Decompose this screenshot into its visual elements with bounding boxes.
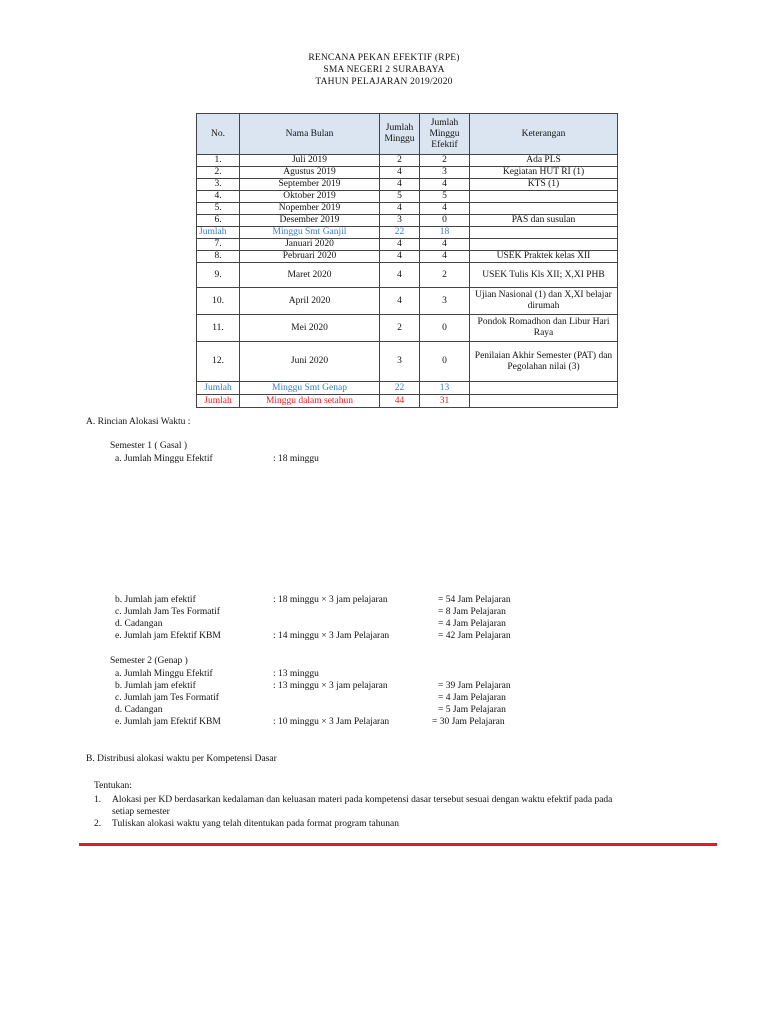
cell-no: 7. (197, 239, 240, 251)
table-row (197, 215, 618, 227)
cell-efektif: 4 (420, 203, 470, 215)
table-row (197, 203, 618, 215)
cell-keterangan: Ujian Nasional (1) dan X,XI belajar dirumah (470, 288, 618, 315)
col-header-keterangan: Keterangan (470, 114, 618, 155)
sem1-e-calc: : 14 minggu × 3 Jam Pelajaran (273, 631, 390, 641)
item-1-text-cont: setiap semester (112, 807, 170, 817)
cell-bulan: Agustus 2019 (240, 167, 380, 179)
section-a-title: A. Rincian Alokasi Waktu : (86, 417, 191, 427)
table-row (197, 191, 618, 203)
cell-keterangan: KTS (1) (470, 179, 618, 191)
sem1-e-label: e. Jumlah jam Efektif KBM (115, 631, 221, 641)
red-divider (79, 843, 717, 846)
cell-bulan: Maret 2020 (240, 263, 380, 288)
rpe-table (196, 113, 618, 408)
cell-bulan: Minggu Smt Ganjil (240, 227, 380, 239)
cell-minggu: 22 (380, 227, 420, 239)
cell-no: Jumlah (197, 227, 240, 239)
cell-bulan: April 2020 (240, 288, 380, 315)
sem2-d-label: d. Cadangan (115, 705, 163, 715)
cell-keterangan (470, 191, 618, 203)
cell-no: 12. (197, 342, 240, 382)
cell-keterangan: Penilaian Akhir Semester (PAT) dan Pegolahan nilai (3) (470, 342, 618, 382)
cell-bulan: September 2019 (240, 179, 380, 191)
cell-keterangan: Ada PLS (470, 155, 618, 167)
cell-no: Jumlah (197, 382, 240, 395)
sem2-e-result: = 30 Jam Pelajaran (432, 717, 505, 727)
tentukan-label: Tentukan: (94, 781, 132, 791)
col-header-bulan: Nama Bulan (240, 114, 380, 155)
cell-minggu: 3 (380, 342, 420, 382)
semester-1-heading: Semester 1 ( Gasal ) (110, 441, 188, 451)
cell-minggu: 3 (380, 215, 420, 227)
cell-no: 10. (197, 288, 240, 315)
sem2-e-calc: : 10 minggu × 3 Jam Pelajaran (273, 717, 390, 727)
section-b-title: B. Distribusi alokasi waktu per Kompetensi Dasar (86, 754, 277, 764)
cell-no: 1. (197, 155, 240, 167)
cell-minggu: 4 (380, 263, 420, 288)
table-row (197, 263, 618, 288)
table-row (197, 179, 618, 191)
cell-keterangan (470, 239, 618, 251)
cell-efektif: 2 (420, 155, 470, 167)
cell-no: 2. (197, 167, 240, 179)
cell-minggu: 4 (380, 203, 420, 215)
cell-minggu: 5 (380, 191, 420, 203)
sem1-c-result: = 8 Jam Pelajaran (438, 607, 506, 617)
cell-no: 4. (197, 191, 240, 203)
cell-efektif: 2 (420, 263, 470, 288)
academic-year: TAHUN PELAJARAN 2019/2020 (315, 77, 453, 87)
cell-efektif: 4 (420, 179, 470, 191)
cell-efektif: 18 (420, 227, 470, 239)
table-row (197, 342, 618, 382)
sem1-d-label: d. Cadangan (115, 619, 163, 629)
cell-keterangan: USEK Praktek kelas XII (470, 251, 618, 263)
cell-no: 5. (197, 203, 240, 215)
cell-efektif: 13 (420, 382, 470, 395)
total-row-genap (197, 382, 618, 395)
cell-minggu: 2 (380, 155, 420, 167)
sem1-d-result: = 4 Jam Pelajaran (438, 619, 506, 629)
cell-efektif: 3 (420, 288, 470, 315)
sem2-d-result: = 5 Jam Pelajaran (438, 705, 506, 715)
cell-minggu: 4 (380, 179, 420, 191)
cell-efektif: 0 (420, 315, 470, 342)
sem2-b-label: b. Jumlah jam efektif (115, 681, 196, 691)
semester-2-heading: Semester 2 (Genap ) (110, 656, 188, 666)
sem2-c-label: c. Jumlah jam Tes Formatif (115, 693, 219, 703)
cell-bulan: Januari 2020 (240, 239, 380, 251)
sem1-c-label: c. Jumlah Jam Tes Formatif (115, 607, 220, 617)
cell-efektif: 4 (420, 251, 470, 263)
cell-minggu: 4 (380, 167, 420, 179)
cell-bulan: Juni 2020 (240, 342, 380, 382)
cell-efektif: 0 (420, 215, 470, 227)
table-row (197, 315, 618, 342)
sem1-a-calc: : 18 minggu (273, 454, 319, 464)
sem2-c-result: = 4 Jam Pelajaran (438, 693, 506, 703)
item-2-number: 2. (94, 819, 102, 829)
sem1-b-calc: : 18 minggu × 3 jam pelajaran (273, 595, 388, 605)
school-name: SMA NEGERI 2 SURABAYA (323, 65, 445, 75)
col-header-efektif: Jumlah Minggu Efektif (420, 114, 470, 155)
sem1-e-result: = 42 Jam Pelajaran (438, 631, 511, 641)
item-1-text: Alokasi per KD berdasarkan kedalaman dan keluasan materi pada kompetensi dasar tersebut sesuai dengan waktu efektif pada pada (112, 795, 613, 805)
sem2-a-calc: : 13 minggu (273, 669, 319, 679)
cell-keterangan: Pondok Romadhon dan Libur Hari Raya (470, 315, 618, 342)
cell-no: Jumlah (197, 395, 240, 408)
total-row-setahun (197, 395, 618, 408)
sem2-e-label: e. Jumlah jam Efektif KBM (115, 717, 221, 727)
sem1-b-result: = 54 Jam Pelajaran (438, 595, 511, 605)
col-header-minggu: Jumlah Minggu (380, 114, 420, 155)
sem2-b-calc: : 13 minggu × 3 jam pelajaran (273, 681, 388, 691)
cell-keterangan (470, 227, 618, 239)
table-header-row (197, 114, 618, 155)
cell-bulan: Oktober 2019 (240, 191, 380, 203)
item-1-number: 1. (94, 795, 102, 805)
cell-bulan: Juli 2019 (240, 155, 380, 167)
cell-bulan: Mei 2020 (240, 315, 380, 342)
cell-bulan: Minggu Smt Genap (240, 382, 380, 395)
cell-minggu: 22 (380, 382, 420, 395)
table-row (197, 155, 618, 167)
cell-bulan: Minggu dalam setahun (240, 395, 380, 408)
cell-efektif: 3 (420, 167, 470, 179)
cell-no: 11. (197, 315, 240, 342)
cell-bulan: Pebruari 2020 (240, 251, 380, 263)
cell-efektif: 5 (420, 191, 470, 203)
cell-minggu: 2 (380, 315, 420, 342)
sem1-b-label: b. Jumlah jam efektif (115, 595, 196, 605)
sem1-a-label: a. Jumlah Minggu Efektif (115, 454, 213, 464)
table-row (197, 251, 618, 263)
doc-title: RENCANA PEKAN EFEKTIF (RPE) (308, 53, 460, 63)
cell-no: 9. (197, 263, 240, 288)
cell-minggu: 44 (380, 395, 420, 408)
cell-minggu: 4 (380, 239, 420, 251)
total-row-ganjil (197, 227, 618, 239)
sem2-a-label: a. Jumlah Minggu Efektif (115, 669, 213, 679)
table-row (197, 167, 618, 179)
item-2-text: Tuliskan alokasi waktu yang telah ditentukan pada format program tahunan (112, 819, 399, 829)
cell-minggu: 4 (380, 251, 420, 263)
cell-no: 3. (197, 179, 240, 191)
col-header-no: No. (197, 114, 240, 155)
cell-keterangan: PAS dan susulan (470, 215, 618, 227)
cell-no: 6. (197, 215, 240, 227)
cell-bulan: Desember 2019 (240, 215, 380, 227)
cell-efektif: 31 (420, 395, 470, 408)
cell-keterangan: USEK Tulis Kls XII; X,XI PHB (470, 263, 618, 288)
cell-keterangan (470, 395, 618, 408)
cell-bulan: Nopember 2019 (240, 203, 380, 215)
cell-efektif: 4 (420, 239, 470, 251)
cell-keterangan (470, 203, 618, 215)
cell-minggu: 4 (380, 288, 420, 315)
table-row (197, 288, 618, 315)
sem2-b-result: = 39 Jam Pelajaran (438, 681, 511, 691)
table-row (197, 239, 618, 251)
cell-no: 8. (197, 251, 240, 263)
cell-efektif: 0 (420, 342, 470, 382)
cell-keterangan (470, 382, 618, 395)
cell-keterangan: Kegiatan HUT RI (1) (470, 167, 618, 179)
